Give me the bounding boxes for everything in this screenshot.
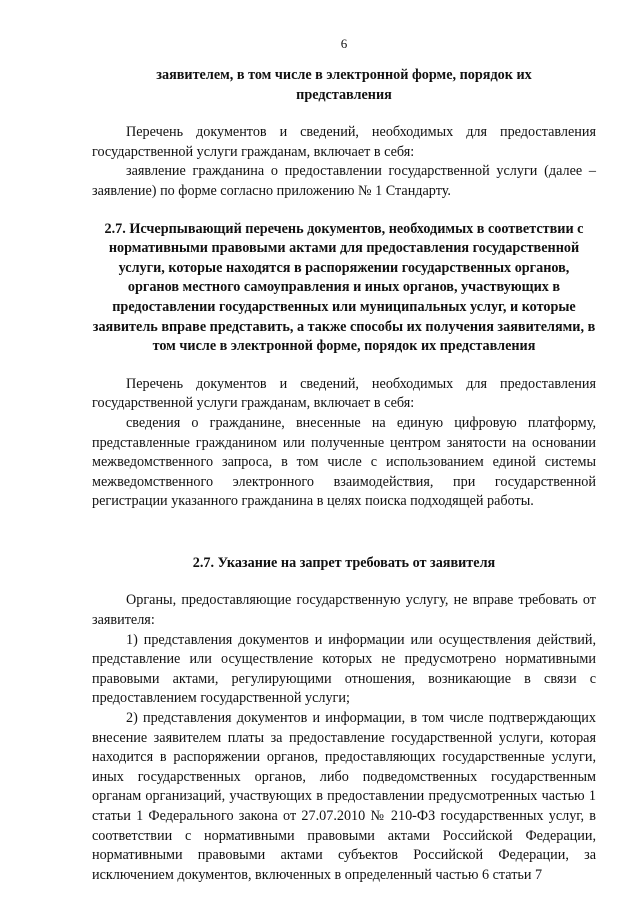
section-heading-2-7-documents: 2.7. Исчерпывающий перечень документов, необходимых в соответствии с нормативными правовыми актами для предоставления государственной услуги, которые находятся в распоряжении государственных органов, органов местного самоуправления и иных органов, участвующих в предоставлении государственных или муниципальных услуг, и которые заявитель вправе представить, а также способы их получения заявителями, в том числе в электронной форме, порядок их представления	[92, 220, 596, 355]
section-heading-2-7-prohibition: 2.7. Указание на запрет требовать от заявителя	[192, 554, 496, 571]
paragraph-citizen-info: сведения о гражданине, внесенные на единую цифровую платформу, представленные гражданином или полученные центром занятости на основании межведомственного запроса, в том числе с использованием единой системы межведомственного электронного взаимодействия, при государственной регистрации указанного гражданина в целях поиска подходящей работы.	[92, 414, 596, 510]
page-number: 6	[340, 36, 348, 51]
paragraph-documents-list: Перечень документов и сведений, необходимых для предоставления государственной услуги гражданам, включает в себя:	[92, 124, 596, 160]
paragraph-documents-list-2: Перечень документов и сведений, необходимых для предоставления государственной услуги гражданам, включает в себя:	[92, 375, 596, 412]
list-item-2: 2) представления документов и информации, в том числе подтверждающих внесение заявителем платы за предоставление государственной услуги, которая находится в распоряжении органов, предоставляющих государственные услуги, иных государственных органов, либо подведомственных государственным органам организаций, участвующих в предоставлении предусмотренных частью 1 статьи 1 Федерального закона от 27.07.2010 № 210-ФЗ государственных услуг, в соответствии с нормативными правовыми актами Российской Федерации, нормативными правовыми актами субъектов Российской Федерации, за исключением документов, включенных в определенный частью 6 статьи 7	[92, 710, 596, 883]
paragraph-application: заявление гражданина о предоставлении государственной услуги (далее – заявление) по форме согласно приложению № 1 Стандарту.	[92, 163, 596, 199]
heading-continuation: заявителем, в том числе в электронной форме, порядок их представления	[156, 67, 532, 103]
list-item-1: 1) представления документов и информации или осуществления действий, представление или осуществление которых не предусмотрено нормативными правовыми актами, регулирующими отношения, возникающие в связи с предоставлением государственной услуги;	[92, 631, 596, 707]
paragraph-prohibition-intro: Органы, предоставляющие государственную услугу, не вправе требовать от заявителя:	[92, 592, 596, 629]
document-page	[92, 36, 596, 885]
